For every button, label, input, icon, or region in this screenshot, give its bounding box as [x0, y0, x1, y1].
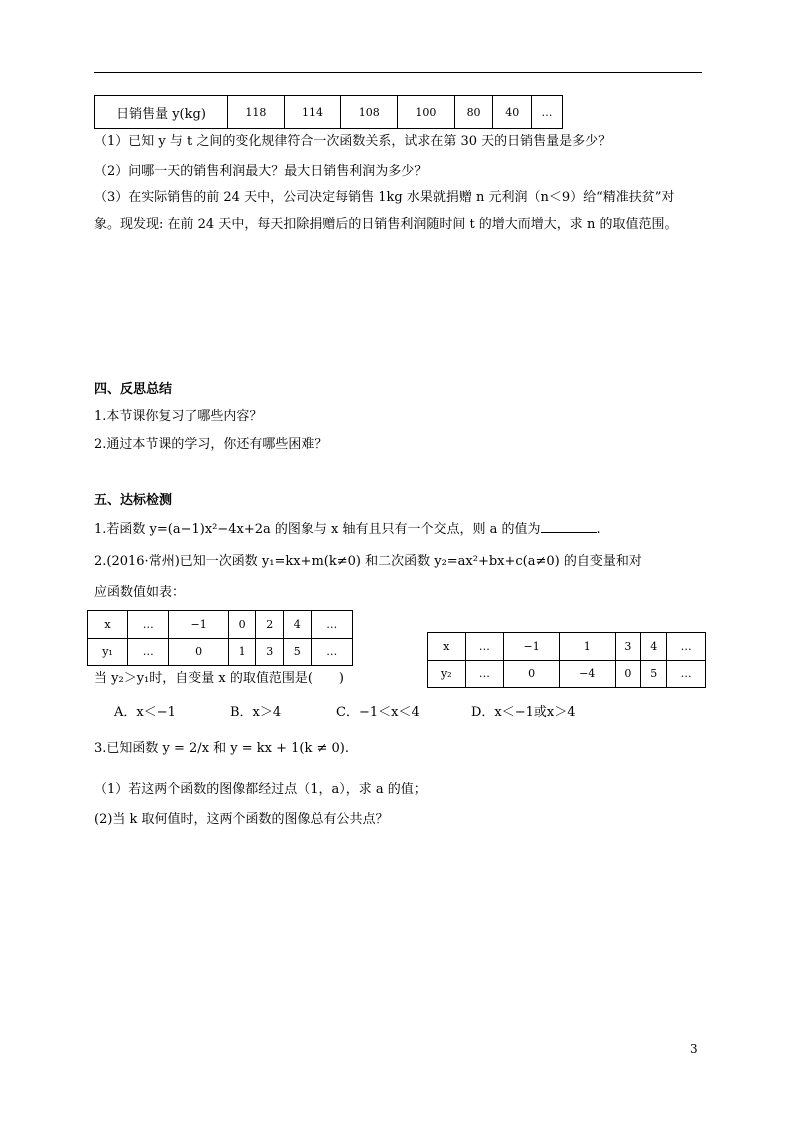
problem-3-part-1: （1）若这两个函数的图像都经过点（1，a），求 a 的值； — [94, 782, 427, 797]
table-cell: 5 — [641, 660, 667, 688]
page-number: 3 — [690, 1042, 698, 1056]
table-cell: −1 — [504, 633, 560, 661]
table-cell: 108 — [341, 96, 398, 129]
table-cell: −4 — [559, 660, 615, 688]
table-cell: x — [428, 633, 466, 661]
table-cell: 4 — [641, 633, 667, 661]
problem-1 — [94, 520, 601, 539]
header-rule — [94, 72, 702, 73]
table-cell: … — [465, 660, 504, 688]
problem-3: 3.已知函数 y = 2/x 和 y = kx + 1(k ≠ 0). — [94, 741, 350, 756]
table-row — [88, 611, 353, 639]
table-cell: 3 — [615, 633, 641, 661]
table-cell: 0 — [504, 660, 560, 688]
problem-2-line-1: 2.(2016·常州)已知一次函数 y₁=kx+m(k≠0) 和二次函数 y₂=ax²+bx+c(a≠0) 的自变量和对 — [94, 554, 642, 569]
table-row — [428, 633, 706, 661]
table-cell: 0 — [228, 611, 256, 639]
table-y1 — [87, 610, 353, 666]
table-cell: … — [465, 633, 504, 661]
sales-table — [94, 95, 563, 129]
table-cell: 0 — [169, 638, 228, 666]
table-cell: … — [128, 638, 169, 666]
question-2: （2）问哪一天的销售利润最大？最大日销售利润为多少？ — [94, 164, 428, 179]
table-cell: 114 — [284, 96, 341, 129]
table-cell: −1 — [169, 611, 228, 639]
question-3-line-2: 象。现发现: 在前 24 天中，每天扣除捐赠后的日销售利润随时间 t 的增大而增大，求 n 的取值范围。 — [94, 217, 678, 232]
question-3-line-1: （3）在实际销售的前 24 天中，公司决定每销售 1kg 水果就捐赠 n 元利润（n＜9）给“精准扶贫”对 — [94, 190, 675, 205]
table-cell: … — [311, 611, 352, 639]
table-cell: … — [667, 633, 706, 661]
section-4-title: 四、反思总结 — [94, 382, 173, 397]
option-c: C．−1＜x＜4 — [336, 705, 420, 720]
table-cell: 5 — [283, 638, 311, 666]
table-cell: y₁ — [88, 638, 128, 666]
table-cell: … — [311, 638, 352, 666]
table-row — [88, 638, 353, 666]
table-cell: 3 — [256, 638, 284, 666]
table-label-cell: 日销售量 y(kg) — [95, 96, 228, 129]
table-y2 — [427, 632, 706, 688]
table-cell: 40 — [493, 96, 532, 129]
table-cell: 1 — [559, 633, 615, 661]
option-d: D．x＜−1或x＞4 — [471, 705, 576, 720]
table-row — [95, 96, 563, 129]
answer-blank — [541, 520, 597, 533]
table-cell: 80 — [454, 96, 493, 129]
problem-1-end: . — [596, 522, 601, 537]
table-cell: 0 — [615, 660, 641, 688]
table-cell: … — [532, 96, 563, 129]
table-cell: 2 — [256, 611, 284, 639]
problem-3-part-2: (2)当 k 取何值时，这两个函数的图像总有公共点？ — [94, 812, 389, 827]
table-cell: x — [88, 611, 128, 639]
table-cell: … — [128, 611, 169, 639]
table-cell: 100 — [398, 96, 455, 129]
table-row — [428, 660, 706, 688]
option-a: A．x＜−1 — [114, 705, 176, 720]
section-5-title: 五、达标检测 — [94, 493, 173, 508]
table-cell: … — [667, 660, 706, 688]
reflection-item: 2.通过本节课的学习，你还有哪些困难？ — [94, 437, 328, 452]
table-cell: 118 — [228, 96, 285, 129]
table-cell: 4 — [283, 611, 311, 639]
question-1: （1）已知 y 与 t 之间的变化规律符合一次函数关系，试求在第 30 天的日销售量是多少？ — [94, 134, 612, 149]
table-cell: 1 — [228, 638, 256, 666]
option-b: B．x＞4 — [230, 705, 282, 720]
reflection-item: 1.本节课你复习了哪些内容？ — [94, 409, 263, 424]
problem-1-text: 1.若函数 y=(a−1)x²−4x+2a 的图象与 x 轴有且只有一个交点，则 a 的值为 — [94, 522, 541, 537]
problem-2-line-2: 应函数值如表： — [94, 585, 186, 600]
problem-2-question: 当 y₂＞y₁时，自变量 x 的取值范围是( ) — [94, 671, 344, 686]
table-cell: y₂ — [428, 660, 466, 688]
